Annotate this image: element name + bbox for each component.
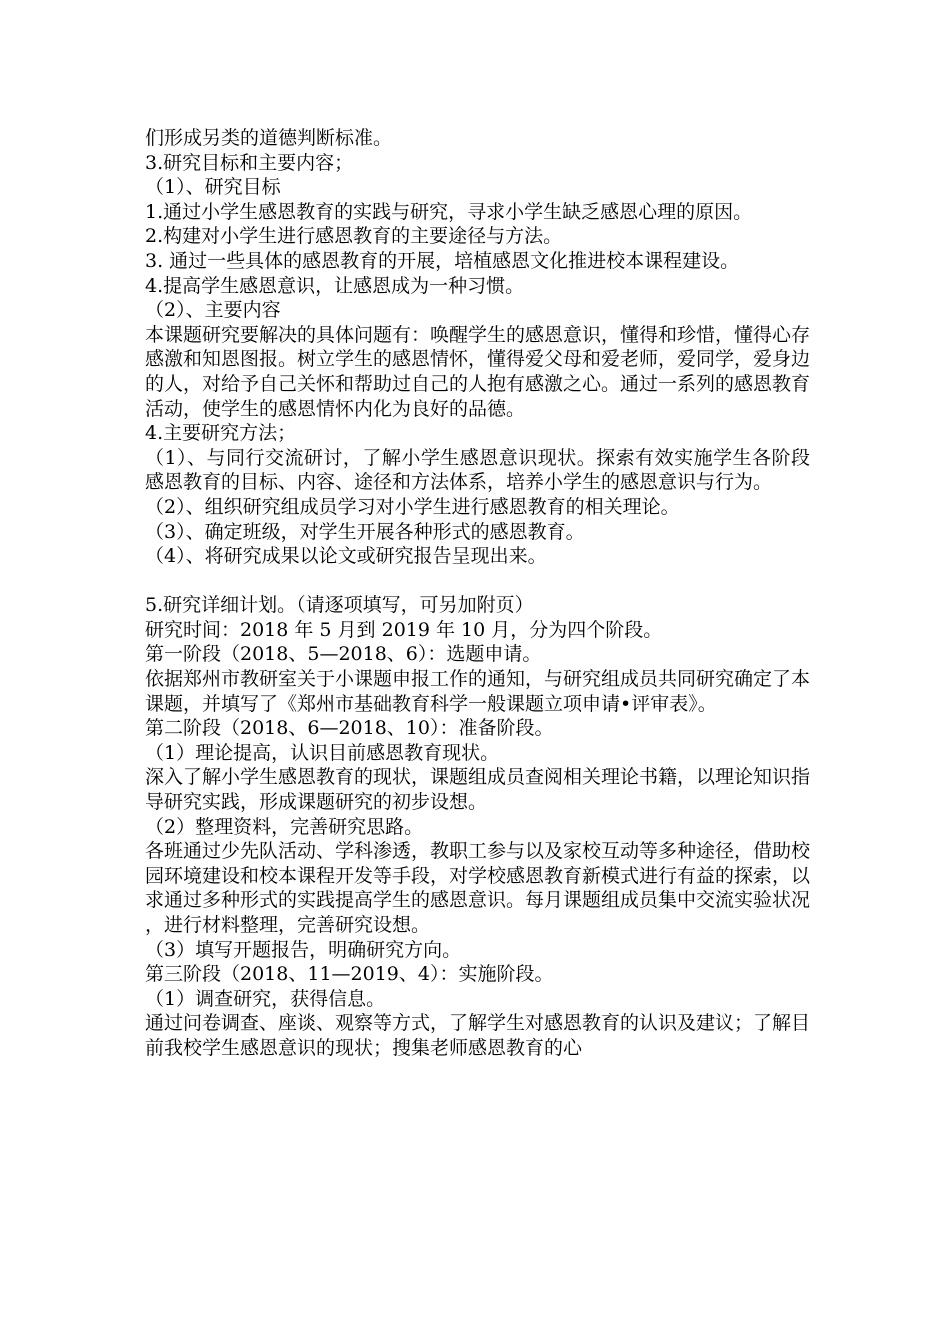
paragraph: （4）、将研究成果以论文或研究报告呈现出来。 xyxy=(145,545,547,568)
subheading: （1）、研究目标 xyxy=(145,176,281,199)
section-heading-goals: 3.研究目标和主要内容； xyxy=(145,151,354,174)
paragraph: 各班通过少先队活动、学科渗透，教职工参与以及家校互动等多种途径，借助校园环境建设和校本课程开发等手段，对学校感恩教育新模式进行有益的探索，以求通过多种形式的实践提高学生的感恩意识。每月课题组成员集中交流实验状况，进行材料整理，完善研究设想。 xyxy=(145,840,811,936)
paragraph: 本课题研究要解决的具体问题有：唤醒学生的感恩意识，懂得和珍惜，懂得心存感激和知恩图报。树立学生的感恩情怀，懂得爱父母和爱老师，爱同学，爱身边的人，对给予自己关怀和帮助过自己的人抱有感激之心。通过一系列的感恩教育活动，使学生的感恩情怀内化为良好的品德。 xyxy=(145,323,811,420)
paragraph: 依据郑州市教研室关于小课题申报工作的通知，与研究组成员共同研究确定了本课题，并填写了《郑州市基础教育科学一般课题立项申请•评审表》。 xyxy=(145,668,811,715)
section-heading-plan: 5.研究详细计划。（请逐项填写，可另加附页） xyxy=(145,594,534,617)
blank-line xyxy=(145,569,810,594)
paragraph: （2）、组织研究组成员学习对小学生进行感恩教育的相关理论。 xyxy=(145,495,680,518)
section-heading-methods: 4.主要研究方法； xyxy=(145,422,297,445)
paragraph: （3）填写开题报告，明确研究方向。 xyxy=(145,938,462,961)
paragraph: 们形成另类的道德判断标准。 xyxy=(145,127,393,149)
paragraph: 深入了解小学生感恩教育的现状，课题组成员查阅相关理论书籍，以理论知识指导研究实践，形成课题研究的初步设想。 xyxy=(145,766,811,814)
paragraph: 3. 通过一些具体的感恩教育的开展，培植感恩文化推进校本课程建设。 xyxy=(145,249,740,272)
paragraph: （3）、确定班级，对学生开展各种形式的感恩教育。 xyxy=(145,520,585,543)
paragraph: 研究时间：2018 年 5 月到 2019 年 10 月，分为四个阶段。 xyxy=(145,618,663,641)
paragraph: （1）、与同行交流研讨，了解小学生感恩意识现状。探索有效实施学生各阶段感恩教育的目标、内容、途径和方法体系，培养小学生的感恩意识与行为。 xyxy=(145,446,810,494)
stage-heading: 第三阶段（2018、11—2019、4）：实施阶段。 xyxy=(145,963,554,986)
paragraph: 2.构建对小学生进行感恩教育的主要途径与方法。 xyxy=(145,225,563,248)
stage-heading: 第一阶段（2018、5—2018、6）：选题申请。 xyxy=(145,643,542,666)
paragraph: （1）调查研究，获得信息。 xyxy=(145,987,386,1010)
paragraph: 通过问卷调查、座谈、观察等方式，了解学生对感恩教育的认识及建议；了解目前我校学生感恩意识的现状；搜集老师感恩教育的心 xyxy=(145,1012,811,1059)
paragraph: （2）整理资料，完善研究思路。 xyxy=(145,815,424,838)
paragraph: 4.提高学生感恩意识，让感恩成为一种习惯。 xyxy=(145,274,525,297)
document-body xyxy=(145,126,810,1061)
paragraph: 1.通过小学生感恩教育的实践与研究，寻求小学生缺乏感恩心理的原因。 xyxy=(145,200,753,223)
stage-heading: 第二阶段（2018、6—2018、10）：准备阶段。 xyxy=(145,717,554,740)
subheading: （2）、主要内容 xyxy=(145,299,281,322)
paragraph: （1）理论提高，认识目前感恩教育现状。 xyxy=(145,741,500,764)
